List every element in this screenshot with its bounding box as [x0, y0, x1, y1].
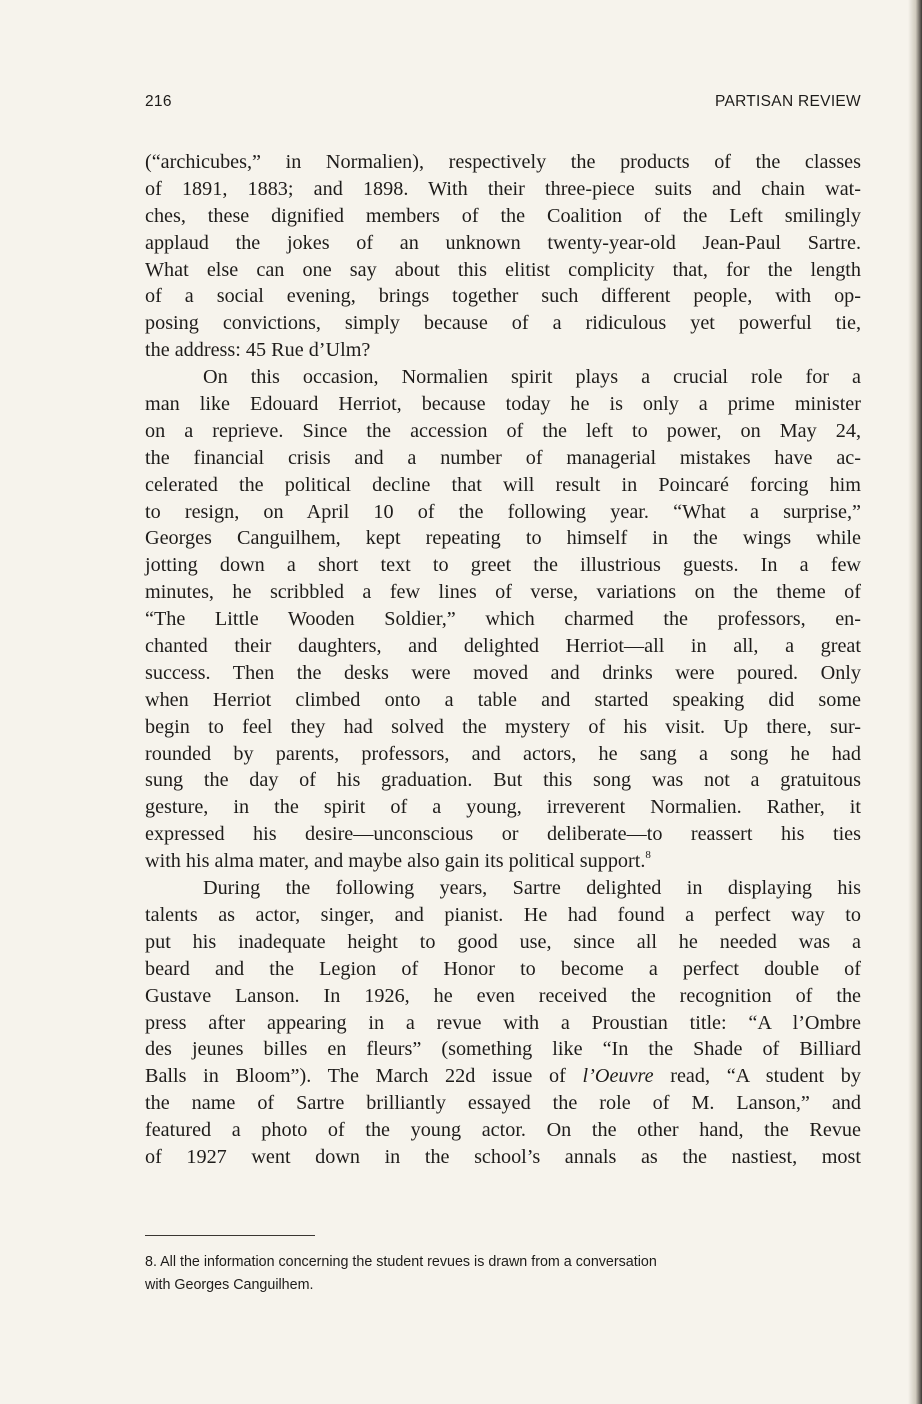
text-line: press after appearing in a revue with a Proustian title: “A l’Ombre [145, 1011, 861, 1034]
text-line: posing convictions, simply because of a ridiculous yet powerful tie, [145, 312, 861, 335]
text-line [145, 848, 861, 875]
text-line: jotting down a short text to greet the illustrious guests. In a few [145, 554, 861, 577]
text-line: on a reprieve. Since the accession of the left to power, on May 24, [145, 419, 861, 442]
text-fragment: read, “A student by [653, 1065, 861, 1088]
text-line: the name of Sartre brilliantly essayed the role of M. Lanson,” and [145, 1092, 861, 1115]
footnote-divider [145, 1235, 315, 1236]
text-line: featured a photo of the young actor. On the other hand, the Revue [145, 1119, 861, 1142]
text-line: What else can one say about this elitist complicity that, for the length [145, 258, 861, 281]
text-line: to resign, on April 10 of the following year. “What a surprise,” [145, 500, 861, 523]
text-line: success. Then the desks were moved and drinks were poured. Only [145, 661, 861, 684]
running-header [145, 93, 861, 115]
text-line: “The Little Wooden Soldier,” which charmed the professors, en- [145, 608, 861, 631]
footnote-reference: 8 [645, 849, 651, 862]
text-line: ches, these dignified members of the Coalition of the Left smilingly [145, 204, 861, 227]
text-line: gesture, in the spirit of a young, irreverent Normalien. Rather, it [145, 796, 861, 819]
text-line: of a social evening, brings together such different people, with op- [145, 285, 861, 308]
text-line: (“archicubes,” in Normalien), respectively the products of the classes [145, 151, 861, 173]
text-fragment: Balls in Bloom”). The March 22d issue of [145, 1065, 583, 1088]
text-line: begin to feel they had solved the mystery of his visit. Up there, sur- [145, 715, 861, 738]
text-line: rounded by parents, professors, and actors, he sang a song he had [145, 742, 861, 765]
text-line: the address: 45 Rue d’Ulm? [145, 339, 371, 362]
running-title: PARTISAN REVIEW [714, 93, 861, 110]
footnote [145, 1251, 861, 1296]
text-line: sung the day of his graduation. But this song was not a gratuitous [145, 769, 861, 792]
page-edge-shadow [908, 0, 922, 1404]
text-line: applaud the jokes of an unknown twenty-year-old Jean-Paul Sartre. [145, 231, 861, 254]
italic-title: l’Oeuvre [582, 1065, 654, 1088]
text-line: chanted their daughters, and delighted Herriot—all in all, a great [145, 635, 861, 658]
footnote-line: 8. All the information concerning the student revues is drawn from a conversation [145, 1254, 657, 1270]
text-line: Georges Canguilhem, kept repeating to himself in the wings while [145, 527, 861, 550]
text-line: minutes, he scribbled a few lines of verse, variations on the theme of [145, 581, 861, 604]
text-line: the financial crisis and a number of managerial mistakes have ac- [145, 446, 861, 469]
text-line: man like Edouard Herriot, because today he is only a prime minister [145, 393, 861, 416]
text-line: celerated the political decline that will result in Poincaré forcing him [145, 473, 861, 496]
text-line [145, 1063, 861, 1090]
page-number: 216 [145, 93, 172, 110]
text-line: On this occasion, Normalien spirit plays a crucial role for a [203, 366, 861, 389]
text-line: expressed his desire—unconscious or deliberate—to reassert his ties [145, 823, 861, 846]
text-line: talents as actor, singer, and pianist. He had found a perfect way to [145, 903, 861, 926]
text-line: put his inadequate height to good use, since all he needed was a [145, 930, 861, 953]
text-line: of 1927 went down in the school’s annals as the nastiest, most [145, 1145, 861, 1168]
body-text [145, 149, 861, 1171]
footnote-line: with Georges Canguilhem. [145, 1276, 314, 1293]
text-line: During the following years, Sartre delighted in displaying his [203, 877, 861, 900]
text-line: des jeunes billes en fleurs” (something like “In the Shade of Billiard [145, 1038, 861, 1061]
text-line: of 1891, 1883; and 1898. With their three-piece suits and chain wat- [145, 177, 861, 200]
text-line: Gustave Lanson. In 1926, he even received the recognition of the [145, 984, 861, 1007]
text-line: when Herriot climbed onto a table and started speaking did some [145, 688, 861, 711]
text-line: beard and the Legion of Honor to become a perfect double of [145, 957, 861, 980]
text-fragment: with his alma mater, and maybe also gain its political support. [145, 850, 646, 873]
